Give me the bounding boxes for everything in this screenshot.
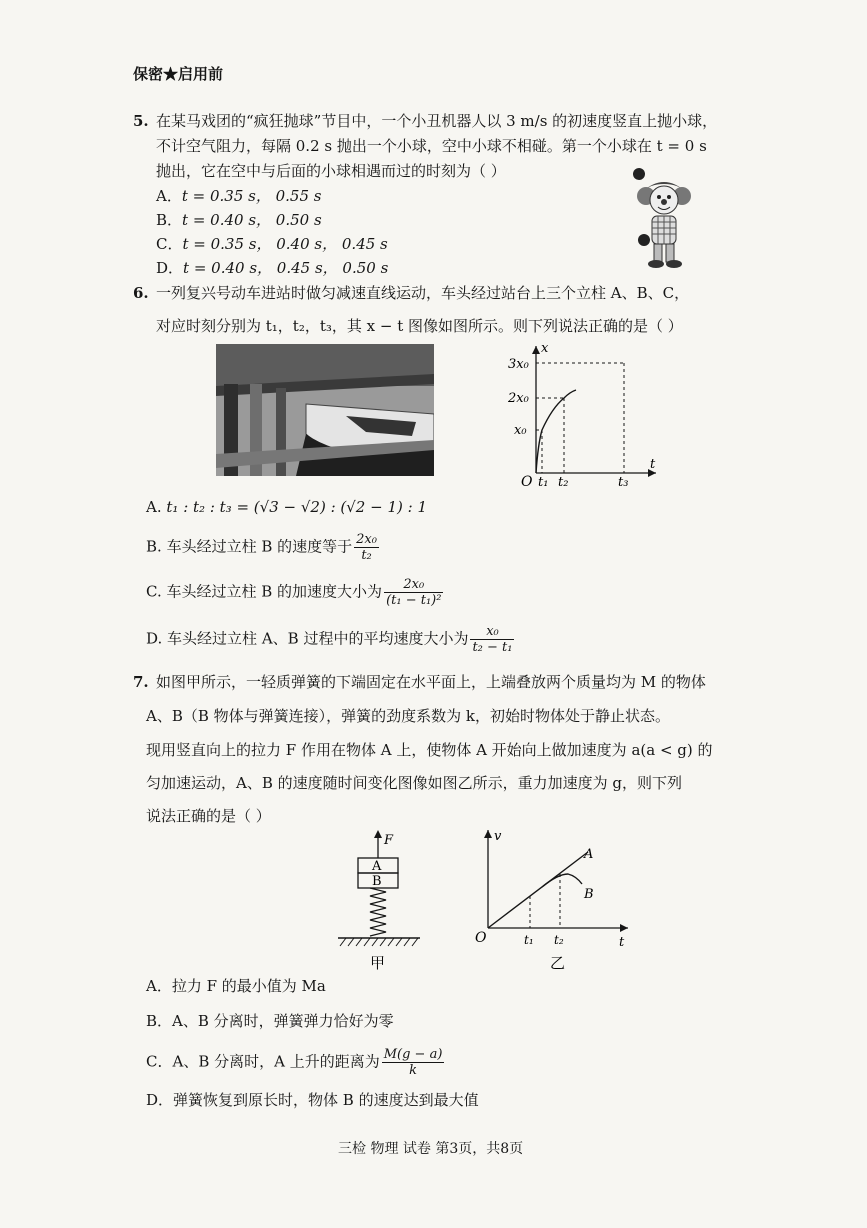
question-5-number: 5. (133, 112, 149, 130)
tick-t2-2: t₂ (554, 933, 564, 947)
spring (370, 888, 386, 936)
v-t-graph (468, 822, 638, 974)
question-6-line-2: 对应时刻分别为 t₁，t₂，t₃，其 x − t 图像如图所示。则下列说法正确的是（ ） (156, 317, 683, 335)
v-axis-label: v (494, 829, 502, 844)
question-7-option-a: A．拉力 F 的最小值为 Ma (146, 977, 326, 995)
question-7-number: 7. (133, 673, 149, 691)
force-F-label: F (384, 833, 394, 848)
tick-t3: t₃ (618, 475, 629, 488)
curve-A-label: A (584, 847, 594, 862)
question-5-line-1: 在某马戏团的“疯狂抛球”节目中，一个小丑机器人以 3 m/s 的初速度竖直上抛小球， (156, 112, 718, 130)
question-7-option-c: C．A、B 分离时，A 上升的距离为 $\frac{M(g - a)}{k}$ (146, 1047, 443, 1078)
question-7-line-5: 说法正确的是（ ） (146, 807, 271, 825)
block-A-label: A (372, 859, 382, 874)
x-t-graph (484, 338, 664, 488)
figure-jia-caption: 甲 (370, 954, 386, 972)
question-7-option-b: B．A、B 分离时，弹簧弹力恰好为零 (146, 1012, 394, 1030)
question-5-line-3: 抛出，它在空中与后面的小球相遇而过的时刻为（ ） (156, 162, 506, 180)
x-axis-label: x (541, 341, 549, 356)
question-6-option-b: B. 车头经过立柱 B 的速度等于 $\frac{\text{2x₀}}{\text{t₂}}$ (146, 532, 377, 563)
question-6-line-1: 一列复兴号动车进站时做匀减速直线运动，车头经过站台上三个立柱 A、B、C， (156, 284, 690, 302)
tick-x0: x₀ (514, 423, 527, 438)
question-5-option-d: D．t = 0.40 s， 0.45 s， 0.50 s (156, 259, 389, 277)
question-7-line-1: 如图甲所示，一轻质弹簧的下端固定在水平面上，上端叠放两个质量均为 M 的物体 (156, 673, 706, 691)
question-5-option-b: B．t = 0.40 s， 0.50 s (156, 211, 322, 229)
tick-3x0: 3x₀ (508, 357, 529, 372)
t-axis-label: t (650, 457, 656, 472)
question-7-line-4: 匀加速运动，A、B 的速度随时间变化图像如图乙所示，重力加速度为 g，则下列 (146, 774, 682, 792)
tick-t1-2: t₁ (524, 933, 534, 947)
question-5-line-2: 不计空气阻力，每隔 0.2 s 抛出一个小球，空中小球不相碰。第一个小球在 t = 0 s (156, 137, 707, 155)
tick-2x0: 2x₀ (508, 391, 529, 406)
question-7-line-3: 现用竖直向上的拉力 F 作用在物体 A 上，使物体 A 开始向上做加速度为 a(a < g) 的 (146, 741, 713, 759)
question-7-option-d: D．弹簧恢复到原长时，物体 B 的速度达到最大值 (146, 1091, 479, 1109)
page-footer: 三检 物理 试卷 第3页，共8页 (338, 1141, 524, 1157)
question-6-option-a: A. t₁ : t₂ : t₃ = (√3 − √2) : (√2 − 1) : 1 (146, 498, 427, 516)
figure-yi-caption: 乙 (550, 954, 566, 972)
question-6-option-c: C. 车头经过立柱 B 的加速度大小为 $\frac{\text{2x₀}}{\text{(t₁ − t₁)²}}$ (146, 577, 442, 608)
tick-t2: t₂ (558, 475, 569, 488)
spring-blocks-figure (334, 828, 426, 978)
question-5-option-a: A．t = 0.35 s， 0.55 s (156, 187, 322, 205)
question-6-number: 6. (133, 284, 149, 302)
origin-label: O (521, 474, 533, 488)
question-6-option-d: D. 车头经过立柱 A、B 过程中的平均速度大小为 $\frac{\text{x₀}}{\text{t₂ − t₁}}$ (146, 624, 513, 655)
clown-robot-illustration (628, 162, 700, 272)
curve-B-label: B (584, 887, 594, 902)
high-speed-train-photo (216, 344, 434, 476)
question-7-line-2: A、B（B 物体与弹簧连接），弹簧的劲度系数为 k，初始时物体处于静止状态。 (146, 707, 671, 725)
origin-label-2: O (475, 930, 487, 946)
confidential-header: 保密★启用前 (133, 65, 224, 83)
t-axis-label-2: t (619, 935, 625, 950)
tick-t1: t₁ (538, 475, 549, 488)
block-B-label: B (372, 874, 382, 889)
question-5-option-c: C．t = 0.35 s， 0.40 s， 0.45 s (156, 235, 388, 253)
